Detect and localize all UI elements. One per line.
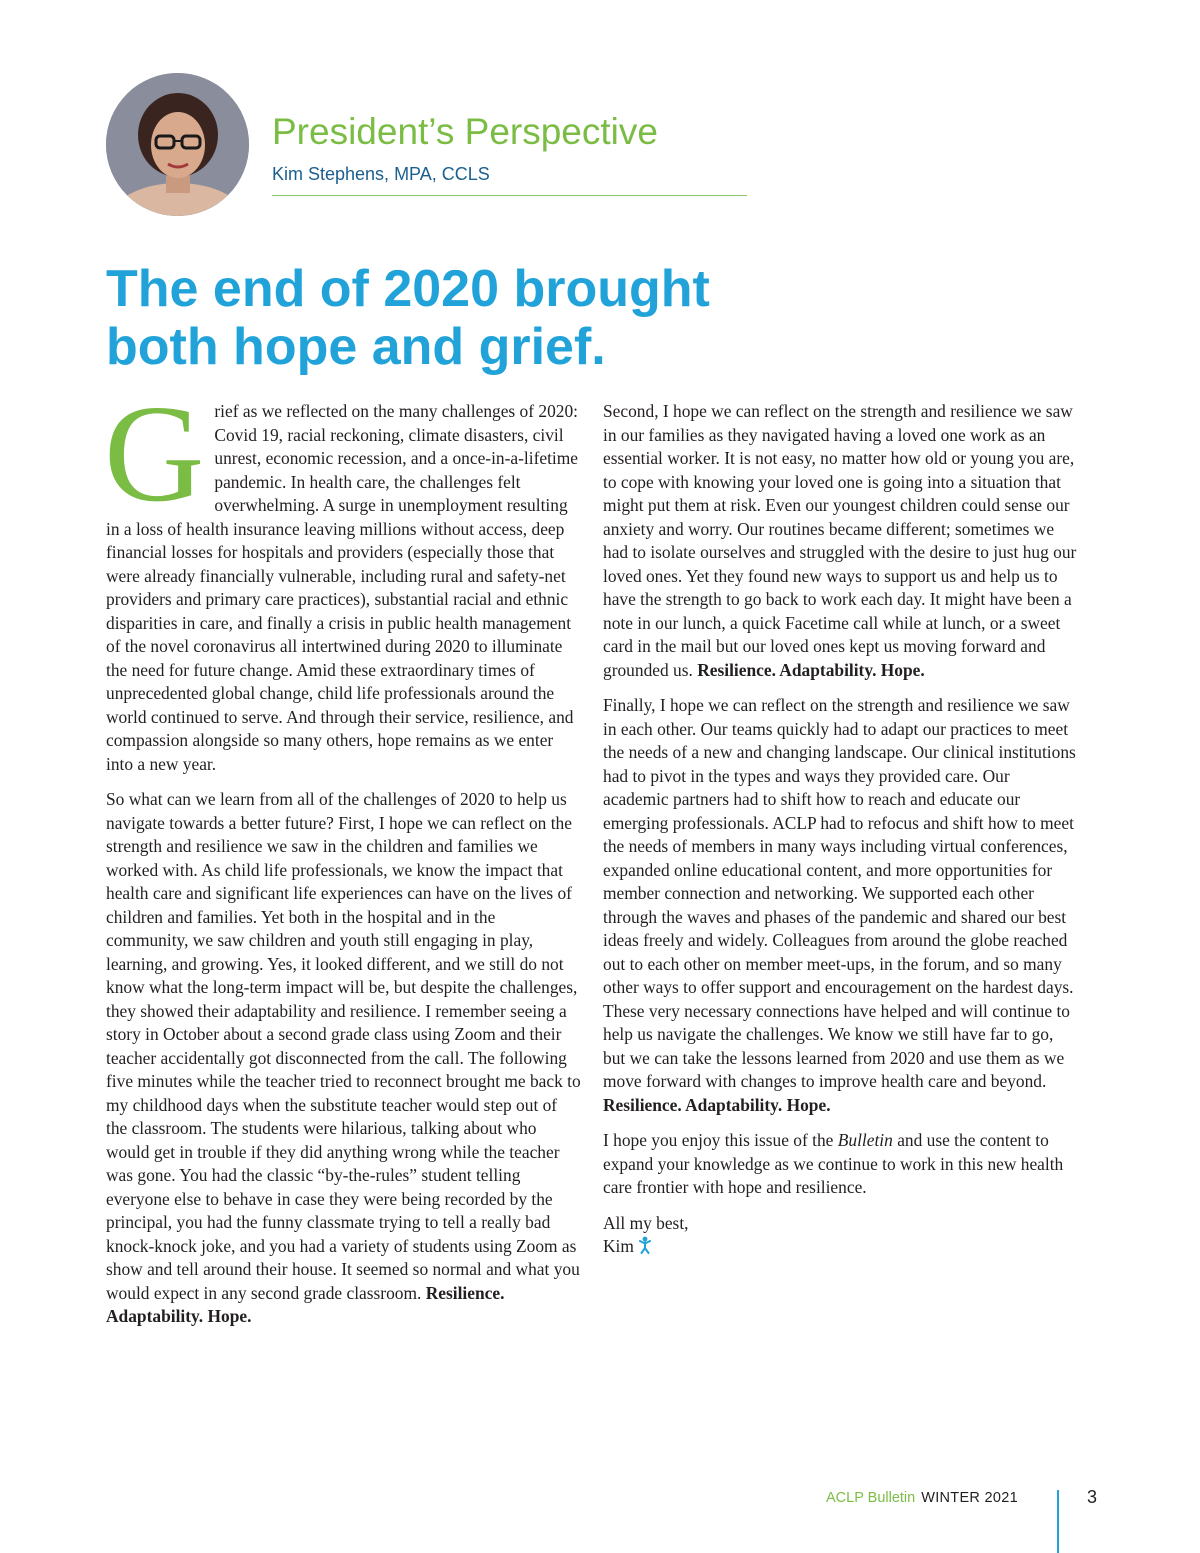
bulletin-title: Bulletin bbox=[837, 1130, 893, 1150]
signature-name: Kim bbox=[603, 1236, 634, 1256]
column-title: President’s Perspective bbox=[272, 111, 658, 152]
paragraph-3-text: Second, I hope we can reflect on the strength and resilience we saw in our families as they navigated having a loved one work as an essential worker. It is not easy, no matter how old or young you are, to cope with knowing your loved one is going into a situation that might put them at risk. Even our youngest children could sense our anxiety and worry. Our routines became different; sometimes we had to isolate ourselves and struggled with the desire to just hug our loved ones. Yet they found new ways to support us and help us to have the strength to go back to work each day. It might have been a note in our lunch, a quick Facetime call while at lunch, or a sweet card in the mail but our loved ones kept us moving forward and grounded us. bbox=[603, 401, 1077, 680]
article-paragraph-4 bbox=[603, 694, 1078, 1117]
paragraph-4-motto: Resilience. Adaptability. Hope. bbox=[603, 1094, 831, 1115]
article-paragraph-3 bbox=[603, 400, 1078, 682]
paragraph-2-text: So what can we learn from all of the challenges of 2020 to help us navigate towards a better future? First, I hope we can reflect on the strength and resilience we saw in the children and families we worked with. As child life professionals, we know the impact that health care and significant life experiences can have on the lives of children and families. Yet both in the hospital and in the community, we saw children and youth still engaging in play, learning, and growing. Yes, it looked different, and we still do not know what the long-term impact will be, but despite the challenges, they showed their adaptability and resilience. I remember seeing a story in October about a second grade class using Zoom and their teacher accidentally got disconnected from the call. The following five minutes while the teacher tried to reconnect brought me back to my childhood days when the substitute teacher would step out of the classroom. The students were hilarious, talking about who would get in trouble if they did anything wrong while the teacher was gone. You had the classic “by-the-rules” student telling everyone else to behave in case they were being recorded by the principal, you had the funny classmate trying to tell a really bad knock-knock joke, and you had a variety of students using Zoom as show and tell around their house. It seemed so normal and what you would expect in any second grade classroom. bbox=[106, 789, 581, 1303]
closing-line: All my best, bbox=[603, 1212, 689, 1233]
page-number: 3 bbox=[1087, 1487, 1098, 1507]
headline-line-1: The end of 2020 brought bbox=[106, 260, 710, 318]
author-portrait bbox=[106, 73, 249, 216]
article-paragraph-5 bbox=[603, 1129, 1078, 1200]
publication-name: ACLP Bulletin bbox=[826, 1490, 916, 1506]
issue-label: WINTER 2021 bbox=[921, 1490, 1018, 1506]
child-figure-icon bbox=[638, 1236, 652, 1254]
article-paragraph-1 bbox=[104, 377, 581, 776]
article-paragraph-2 bbox=[106, 788, 581, 1329]
author-portrait-illustration bbox=[106, 73, 249, 216]
drop-cap: G bbox=[104, 377, 205, 531]
footer-divider bbox=[1057, 1490, 1059, 1553]
footer-publication bbox=[826, 1490, 1018, 1506]
paragraph-2-motto: Resilience. Adaptability. Hope. bbox=[106, 1282, 505, 1326]
column-author: Kim Stephens, MPA, CCLS bbox=[272, 164, 490, 184]
paragraph-3-motto: Resilience. Adaptability. Hope. bbox=[697, 659, 925, 680]
article-headline bbox=[106, 260, 710, 376]
header-divider bbox=[272, 195, 747, 196]
article-signoff bbox=[603, 1212, 1078, 1259]
paragraph-4-text: Finally, I hope we can reflect on the strength and resilience we saw in each other. Our teams quickly had to adapt our practices to meet the needs of a new and changing landscape. Our clinical institutions had to pivot in the types and ways they provided care. Our academic partners had to shift how to reach and educate our emerging professionals. ACLP had to refocus and shift how to meet the needs of members in many ways including virtual conferences, expanded online educational content, and more opportunities for member connection and networking. We supported each other through the waves and phases of the pandemic and shared our best ideas freely and widely. Colleagues from around the globe reached out to each other on member meet-ups, in the forum, and so many other ways to offer support and encouragement on the hardest days. These very necessary connections have helped and will continue to help us navigate the challenges. We know we still have far to go, but we can take the lessons learned from 2020 and use them as we move forward with changes to improve health care and beyond. bbox=[603, 695, 1076, 1091]
headline-line-2: both hope and grief. bbox=[106, 318, 606, 376]
paragraph-5-pre: I hope you enjoy this issue of the bbox=[603, 1130, 834, 1150]
paragraph-5-post: and use the content to expand your knowledge as we continue to work in this new health care frontier with hope and resilience. bbox=[603, 1130, 1064, 1197]
paragraph-1-text: rief as we reflected on the many challenges of 2020: Covid 19, racial reckoning, climate disasters, civil unrest, economic recession, and a once-in-a-lifetime pandemic. In health care, the challenges felt overwhelming. A surge in unemployment resulting in a loss of health insurance leaving millions without access, deep financial losses for hospitals and providers (especially those that were already financially vulnerable, including rural and safety-net providers and primary care practices), substantial racial and ethnic disparities in care, and finally a crisis in public health management of the novel coronavirus all intertwined during 2020 to illuminate the need for future change. Amid these extraordinary times of unprecedented global change, child life professionals around the world continued to serve. And through their service, resilience, and compassion alongside so many others, hope remains as we enter into a new year. bbox=[106, 401, 578, 774]
article-column-left bbox=[104, 377, 581, 1341]
article-column-right bbox=[603, 400, 1078, 1271]
